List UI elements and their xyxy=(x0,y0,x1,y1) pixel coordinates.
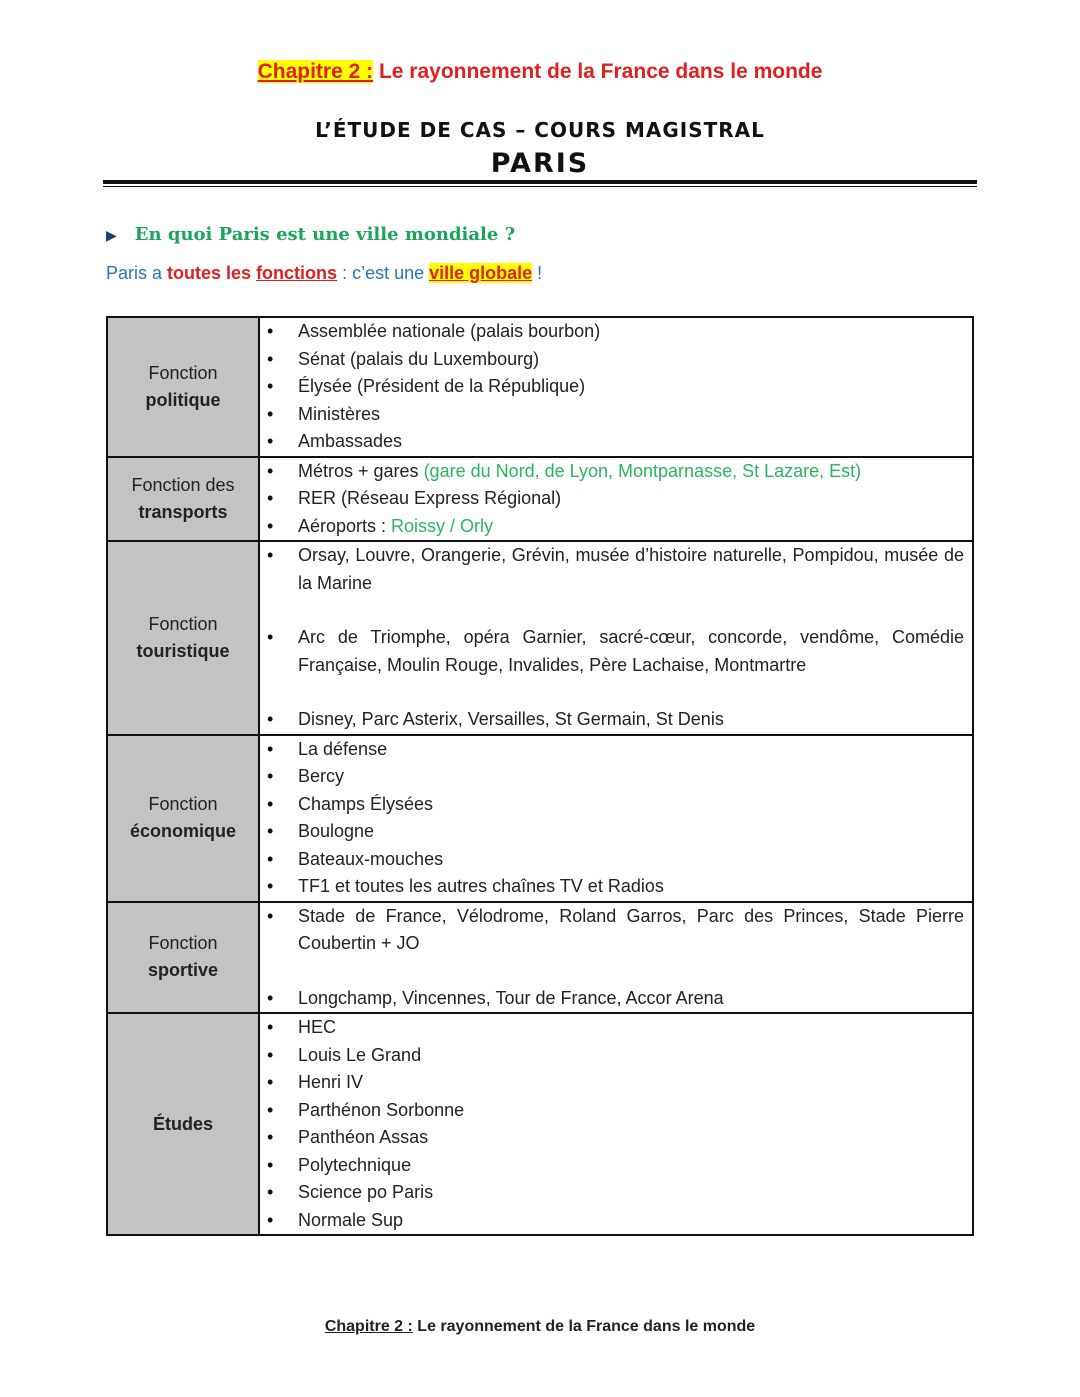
functions-table xyxy=(106,316,974,1236)
list-item xyxy=(260,873,972,901)
list-item-text: Normale Sup xyxy=(298,1209,404,1230)
list-item xyxy=(260,903,972,958)
list-item xyxy=(260,346,972,374)
function-label-cell xyxy=(107,541,259,735)
function-items-cell xyxy=(259,1013,973,1235)
list-item xyxy=(260,818,972,846)
list-item-text: Science po Paris xyxy=(298,1182,434,1202)
function-items-cell xyxy=(259,902,973,1014)
intro-suffix: ! xyxy=(532,263,543,283)
function-label-top: Fonction des xyxy=(131,474,235,495)
chapter-title xyxy=(0,60,1080,84)
function-items-cell xyxy=(259,457,973,542)
intro-prefix: Paris a xyxy=(106,263,168,283)
list-item xyxy=(260,763,972,791)
list-item xyxy=(260,624,972,679)
table-row xyxy=(107,735,973,902)
intro-bold-underlined: fonctions xyxy=(256,263,338,283)
list-item xyxy=(260,1014,972,1042)
function-label-cell xyxy=(107,317,259,457)
list-item xyxy=(260,791,972,819)
function-items-cell xyxy=(259,317,973,457)
list-item xyxy=(260,1124,972,1152)
list-item-text: Métros + gares xyxy=(298,460,424,481)
question-text: En quoi Paris est une ville mondiale ? xyxy=(134,224,516,245)
list-item-detail: (gare du Nord, de Lyon, Montparnasse, St Lazare, Est) xyxy=(423,460,862,481)
function-label-name: économique xyxy=(129,821,236,841)
list-item xyxy=(260,458,972,486)
list-item-text: Sénat (palais du Luxembourg) xyxy=(298,348,540,369)
bullet-list xyxy=(260,318,972,456)
list-item-text: Arc de Triomphe, opéra Garnier, sacré-cœur, concorde, vendôme, Comédie Française, Moulin Rouge, Invalides, Père Lachaise, Montmartre xyxy=(298,627,964,675)
bullet-list xyxy=(260,903,972,1013)
list-item-text: Bateaux-mouches xyxy=(298,848,444,869)
list-item xyxy=(260,1042,972,1070)
city-title: PARIS xyxy=(490,148,590,179)
intro-middle: : c’est une xyxy=(337,263,430,283)
footer-chapter-label: Chapitre 2 : xyxy=(324,1318,413,1335)
list-item-text: Orsay, Louvre, Orangerie, Grévin, musée d’histoire naturelle, Pompidou, musée de la Marine xyxy=(298,545,964,593)
intro-highlight: ville globale xyxy=(429,263,533,283)
list-item-text: Parthénon Sorbonne xyxy=(298,1099,465,1120)
list-item-text: Ministères xyxy=(298,403,381,424)
function-label-cell xyxy=(107,902,259,1014)
intro-bold-plain: toutes les xyxy=(167,263,257,283)
list-item-text: Bercy xyxy=(298,766,345,786)
function-label-name: sportive xyxy=(147,960,219,981)
list-item xyxy=(260,985,972,1013)
table-row xyxy=(107,1013,973,1235)
bullet-list xyxy=(260,458,972,541)
list-item xyxy=(260,736,972,764)
function-label-cell xyxy=(107,735,259,902)
list-item xyxy=(260,401,972,429)
list-item xyxy=(260,485,972,513)
chapter-label: Chapitre 2 : xyxy=(257,60,374,83)
function-label-top: Fonction xyxy=(148,794,218,814)
list-item xyxy=(260,1069,972,1097)
table-row xyxy=(107,457,973,542)
function-label-top: Fonction xyxy=(148,362,218,383)
list-item xyxy=(260,513,972,541)
function-label-top: Fonction xyxy=(148,933,218,954)
list-item-text: Henri IV xyxy=(298,1072,364,1092)
table-row xyxy=(107,317,973,457)
list-item xyxy=(260,542,972,597)
document-subtitle: L’ÉTUDE DE CAS – COURS MAGISTRAL xyxy=(315,118,765,142)
list-item-text: Boulogne xyxy=(298,821,375,841)
list-item-text: Aéroports : xyxy=(298,515,392,536)
list-item-text: Panthéon Assas xyxy=(298,1127,429,1147)
list-item xyxy=(260,1207,972,1235)
function-label-name: Études xyxy=(152,1113,213,1134)
list-item-text: Louis Le Grand xyxy=(298,1044,422,1065)
list-item xyxy=(260,706,972,734)
list-item-text: RER (Réseau Express Régional) xyxy=(298,488,562,508)
list-item-text: Longchamp, Vincennes, Tour de France, Accor Arena xyxy=(298,987,724,1008)
header-divider xyxy=(103,180,977,184)
list-item xyxy=(260,846,972,874)
bullet-list xyxy=(260,542,972,734)
list-item xyxy=(260,318,972,346)
function-items-cell xyxy=(259,735,973,902)
chapter-heading: Le rayonnement de la France dans le monde xyxy=(378,60,823,83)
list-item-text: Ambassades xyxy=(298,431,403,451)
function-label-top: Fonction xyxy=(148,613,218,634)
list-item-text: Assemblée nationale (palais bourbon) xyxy=(298,321,601,341)
footer-title: Le rayonnement de la France dans le monde xyxy=(417,1318,756,1335)
intro-sentence xyxy=(106,263,542,284)
list-item-text: Polytechnique xyxy=(298,1154,412,1175)
list-item-text: Champs Élysées xyxy=(298,793,434,814)
list-item-text: La défense xyxy=(298,738,388,759)
function-label-name: politique xyxy=(145,389,221,410)
list-item-text: TF1 et toutes les autres chaînes TV et Radios xyxy=(298,876,664,896)
triangle-arrow-icon: ▶ xyxy=(106,228,117,244)
function-label-cell xyxy=(107,1013,259,1235)
list-item-detail: Roissy / Orly xyxy=(391,515,494,536)
page-footer xyxy=(0,1318,1080,1336)
section-question xyxy=(106,224,515,245)
list-item xyxy=(260,1097,972,1125)
list-item-text: Élysée (Président de la République) xyxy=(298,376,586,396)
header-divider-thin xyxy=(103,186,977,187)
function-label-cell xyxy=(107,457,259,542)
list-item xyxy=(260,1179,972,1207)
function-items-cell xyxy=(259,541,973,735)
list-item xyxy=(260,428,972,456)
table-row xyxy=(107,902,973,1014)
function-label-name: touristique xyxy=(136,640,230,661)
bullet-list xyxy=(260,736,972,901)
list-item-text: Disney, Parc Asterix, Versailles, St Germain, St Denis xyxy=(298,709,724,729)
list-item xyxy=(260,373,972,401)
list-item-text: HEC xyxy=(298,1017,337,1037)
intro-bold xyxy=(167,263,337,283)
function-label-name: transports xyxy=(138,501,228,522)
list-item xyxy=(260,1152,972,1180)
table-row xyxy=(107,541,973,735)
bullet-list xyxy=(260,1014,972,1234)
list-item-text: Stade de France, Vélodrome, Roland Garros, Parc des Princes, Stade Pierre Coubertin + JO xyxy=(298,905,964,953)
